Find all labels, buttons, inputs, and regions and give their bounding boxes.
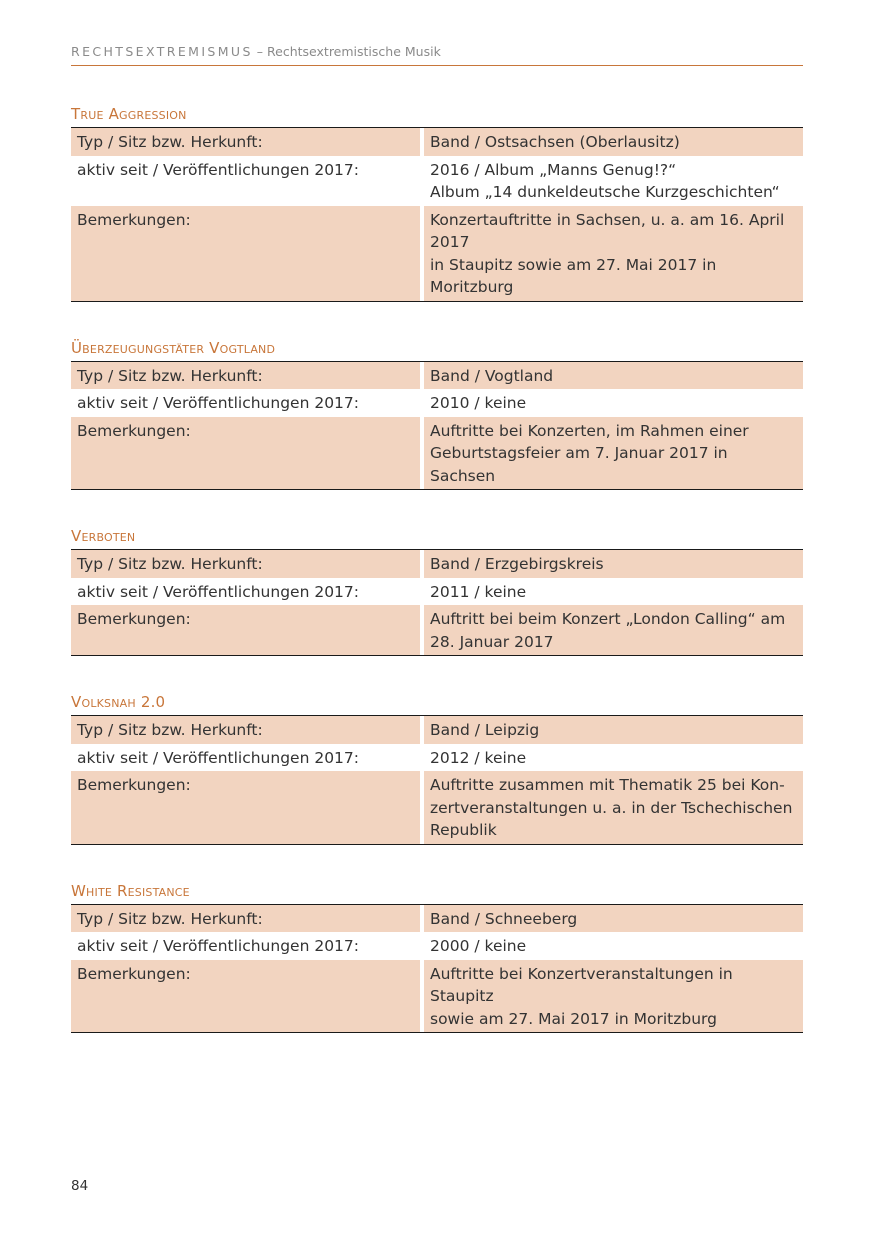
table-row [71,605,803,655]
band-title: Verboten [71,527,136,545]
value-line: 28. Januar 2017 [430,632,554,651]
table-row [71,905,803,933]
row-label: aktiv seit / Veröffentlichungen 2017: [71,389,420,417]
row-label: Typ / Sitz bzw. Herkunft: [71,550,420,578]
row-value [424,362,803,390]
row-label: aktiv seit / Veröffentlichungen 2017: [71,156,420,206]
row-value [424,960,803,1033]
table-row [71,960,803,1033]
band-title: Überzeugungstäter Vogtland [71,338,276,357]
value-line: sowie am 27. Mai 2017 in Moritzburg [430,1009,717,1028]
value-line: in Staupitz sowie am 27. Mai 2017 in Moritzburg [430,255,717,296]
band-info-table [71,127,803,302]
band-info-table [71,715,803,845]
table-row [71,550,803,578]
value-line: 2011 / keine [430,582,527,601]
table-row [71,417,803,490]
row-value [424,550,803,578]
table-row [71,771,803,844]
band-section [71,881,803,1034]
band-title: White Resistance [71,881,190,900]
value-line: Auftritte bei Konzertveranstaltungen in Staupitz [430,964,733,1005]
row-value [424,578,803,606]
table-row [71,744,803,772]
table-row [71,362,803,390]
band-section [71,338,803,491]
band-title: True Aggression [71,105,187,123]
row-label: Bemerkungen: [71,206,420,301]
row-value [424,128,803,156]
row-label: Bemerkungen: [71,771,420,844]
value-line: Auftritt bei beim Konzert „London Calling“ am [430,610,786,628]
row-value [424,716,803,744]
value-line: Band / Leipzig [430,721,540,739]
row-value [424,605,803,655]
band-info-table [71,904,803,1034]
value-line: Band / Vogtland [430,366,554,385]
value-line: 2010 / keine [430,394,527,412]
band-section [71,526,803,656]
row-label: Typ / Sitz bzw. Herkunft: [71,716,420,744]
value-line: Republik [430,821,497,839]
page-number: 84 [71,1178,89,1194]
value-line: zertveranstaltungen u. a. in der Tschechischen [430,798,793,817]
band-info-table [71,549,803,656]
value-line: Geburtstagsfeier am 7. Januar 2017 in Sachsen [430,444,728,485]
band-info-table [71,361,803,491]
table-row [71,128,803,156]
row-label: Bemerkungen: [71,605,420,655]
row-value [424,771,803,844]
value-line: Band / Schneeberg [430,909,578,928]
row-value [424,156,803,206]
value-line: Band / Erzgebirgskreis [430,555,604,573]
row-label: Bemerkungen: [71,960,420,1033]
row-label: aktiv seit / Veröffentlichungen 2017: [71,932,420,960]
table-row [71,932,803,960]
row-value [424,905,803,933]
row-value [424,206,803,301]
table-row [71,206,803,301]
table-row [71,389,803,417]
row-value [424,417,803,490]
header-section-title: RECHTSEXTREMISMUS [71,44,253,59]
row-value [424,389,803,417]
table-row [71,578,803,606]
value-line: 2000 / keine [430,937,527,955]
row-value [424,744,803,772]
band-section [71,104,803,302]
running-header [71,44,803,66]
row-label: Typ / Sitz bzw. Herkunft: [71,905,420,933]
table-row [71,716,803,744]
row-label: Bemerkungen: [71,417,420,490]
value-line: Auftritte bei Konzerten, im Rahmen einer [430,421,749,440]
band-title: Volksnah 2.0 [71,693,166,711]
value-line: Band / Ostsachsen (Oberlausitz) [430,133,680,151]
row-label: Typ / Sitz bzw. Herkunft: [71,128,420,156]
header-subtitle: – Rechtsextremistische Musik [252,44,441,59]
value-line: 2012 / keine [430,748,527,767]
row-label: aktiv seit / Veröffentlichungen 2017: [71,744,420,772]
band-list [71,104,803,1069]
row-label: Typ / Sitz bzw. Herkunft: [71,362,420,390]
row-value [424,932,803,960]
value-line: Album „14 dunkeldeutsche Kurzgeschichten“ [430,183,780,201]
value-line: Konzertauftritte in Sachsen, u. a. am 16. April 2017 [430,210,785,251]
row-label: aktiv seit / Veröffentlichungen 2017: [71,578,420,606]
table-row [71,156,803,206]
value-line: Auftritte zusammen mit Thematik 25 bei Kon- [430,776,785,794]
band-section [71,692,803,845]
value-line: 2016 / Album „Manns Genug!?“ [430,160,677,179]
